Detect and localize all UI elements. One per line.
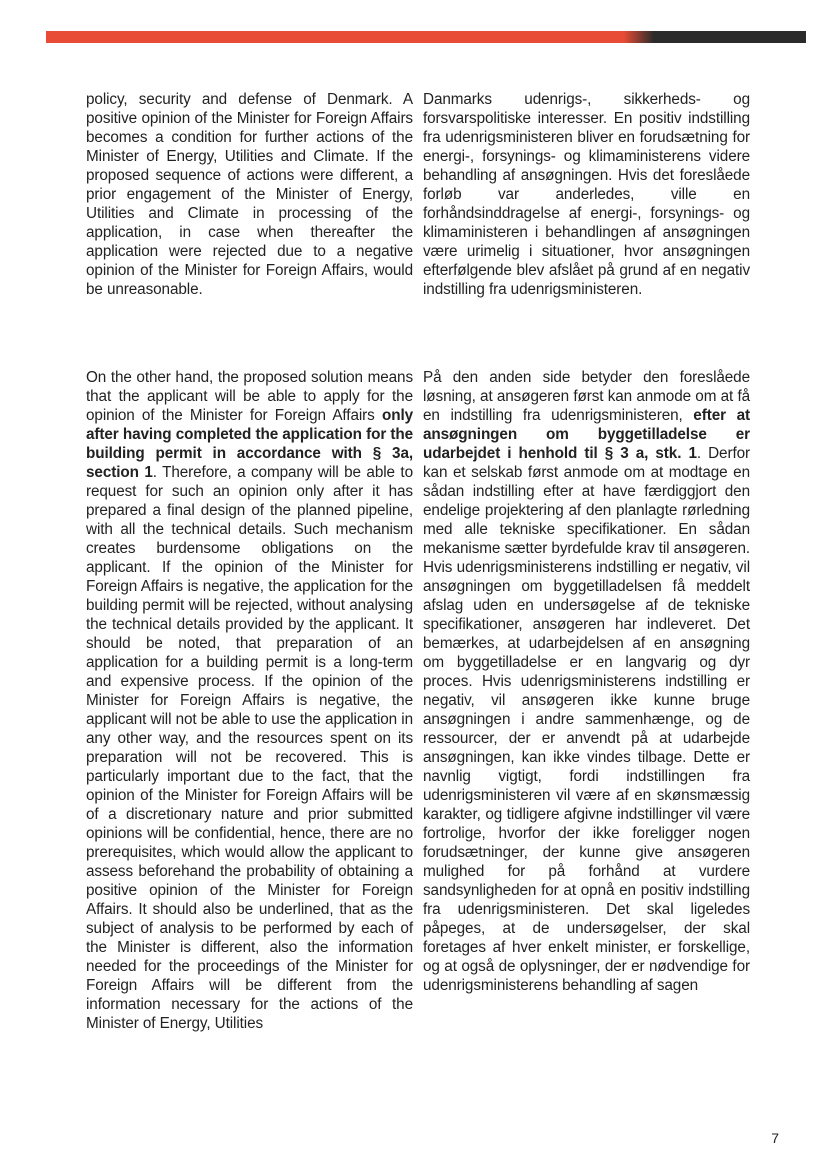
danish-text-2	[423, 368, 750, 995]
english-text-2-bold: only after having completed the application for the building permit in accordance with § 3a, section 1	[86, 407, 413, 481]
danish-text-1: Danmarks udenrigs-, sikkerheds- og forsvarspolitiske interesser. En positiv indstilling fra udenrigsministeren bliver en forudsætning for energi-, forsynings- og klimaministerens videre behandling af ansøgningen. Hvis det foreslåede forløb var anderledes, ville en forhåndsinddragelse af energi-, forsynings- og klimaministeren i behandlingen af ansøgningen være urimelig i situationer, hvor ansøgningen efterfølgende blev afslået på grund af en negativ indstilling fra udenrigsministeren.	[423, 91, 750, 298]
english-paragraph-2	[86, 368, 413, 1033]
danish-paragraph-1	[423, 90, 750, 299]
english-text-1: policy, security and defense of Denmark. A positive opinion of the Minister for Foreign Affairs becomes a condition for further actions of the Minister of Energy, Utilities and Climate. If the proposed sequence of actions were different, a prior engagement of the Minister of Energy, Utilities and Climate in processing of the application, in case when thereafter the application were rejected due to a negative opinion of the Minister for Foreign Affairs, would be unreasonable.	[86, 91, 413, 298]
danish-text-2-bold: efter at ansøgningen om byggetilladelse er udarbejdet i henhold til § 3 a, stk. 1	[423, 407, 750, 462]
danish-paragraph-2	[423, 368, 750, 995]
english-paragraph-1	[86, 90, 413, 299]
page-number: 7	[771, 1130, 779, 1146]
english-text-2	[86, 368, 413, 1033]
danish-text-2a: På den anden side betyder den foreslåede løsning, at ansøgeren først kan anmode om at få en indstilling fra udenrigsministeren,	[423, 369, 750, 424]
header-color-bar	[46, 31, 806, 43]
english-text-2b: . Therefore, a company will be able to request for such an opinion only after it has prepared a final design of the planned pipeline, with all the technical details. Such mechanism creates burdensome obligations on the applicant. If the opinion of the Minister for Foreign Affairs is negative, the application for the building permit will be rejected, without analysing the technical details provided by the applicant. It should be noted, that preparation of an application for a building permit is a long-term and expensive process. If the opinion of the Minister for Foreign Affairs is negative, the applicant will not be able to use the application in any other way, and the resources spent on its preparation will not be recovered. This is particularly important due to the fact, that the opinion of the Minister for Foreign Affairs will be of a discretionary nature and prior submitted opinions will be confidential, hence, there are no prerequisites, which would allow the applicant to assess beforehand the probability of obtaining a positive opinion of the Minister for Foreign Affairs. It should also be underlined, that as the subject of analysis to be performed by each of the Minister is different, also the information needed for the proceedings of the Minister for Foreign Affairs will be different from the information necessary for the actions of the Minister of Energy, Utilities	[86, 464, 413, 1032]
danish-text-2b: . Derfor kan et selskab først anmode om at modtage en sådan indstilling efter at have færdiggjort den endelige projektering af den planlagte rørledning med alle tekniske specifikationer. En sådan mekanisme sætter byrdefulde krav til ansøgeren. Hvis udenrigsministerens indstilling er negativ, vil ansøgningen om byggetilladelsen få meddelt afslag uden en undersøgelse af de tekniske specifikationer, ansøgeren har indleveret. Det bemærkes, at udarbejdelsen af en ansøgning om byggetilladelse er en langvarig og dyr proces. Hvis udenrigsministerens indstilling er negativ, vil ansøgeren ikke kunne bruge ansøgningen i andre sammenhænge, og de ressourcer, der er anvendt på at udarbejde ansøgningen, kan ikke vindes tilbage. Dette er navnlig vigtigt, fordi indstillingen fra udenrigsministeren vil være af en skønsmæssig karakter, og tidligere afgivne indstillinger vil være fortrolige, hvorfor der ikke foreligger nogen forudsætninger, der kunne give ansøgeren mulighed for på forhånd at vurdere sandsynligheden for at opnå en positiv indstilling fra udenrigsministeren. Det skal ligeledes påpeges, at de undersøgelser, der skal foretages af hver enkelt minister, er forskellige, og at også de oplysninger, der er nødvendige for udenrigsministerens behandling af sagen	[423, 445, 750, 994]
english-text-2a: On the other hand, the proposed solution means that the applicant will be able to apply for the opinion of the Minister for Foreign Affairs	[86, 369, 413, 424]
